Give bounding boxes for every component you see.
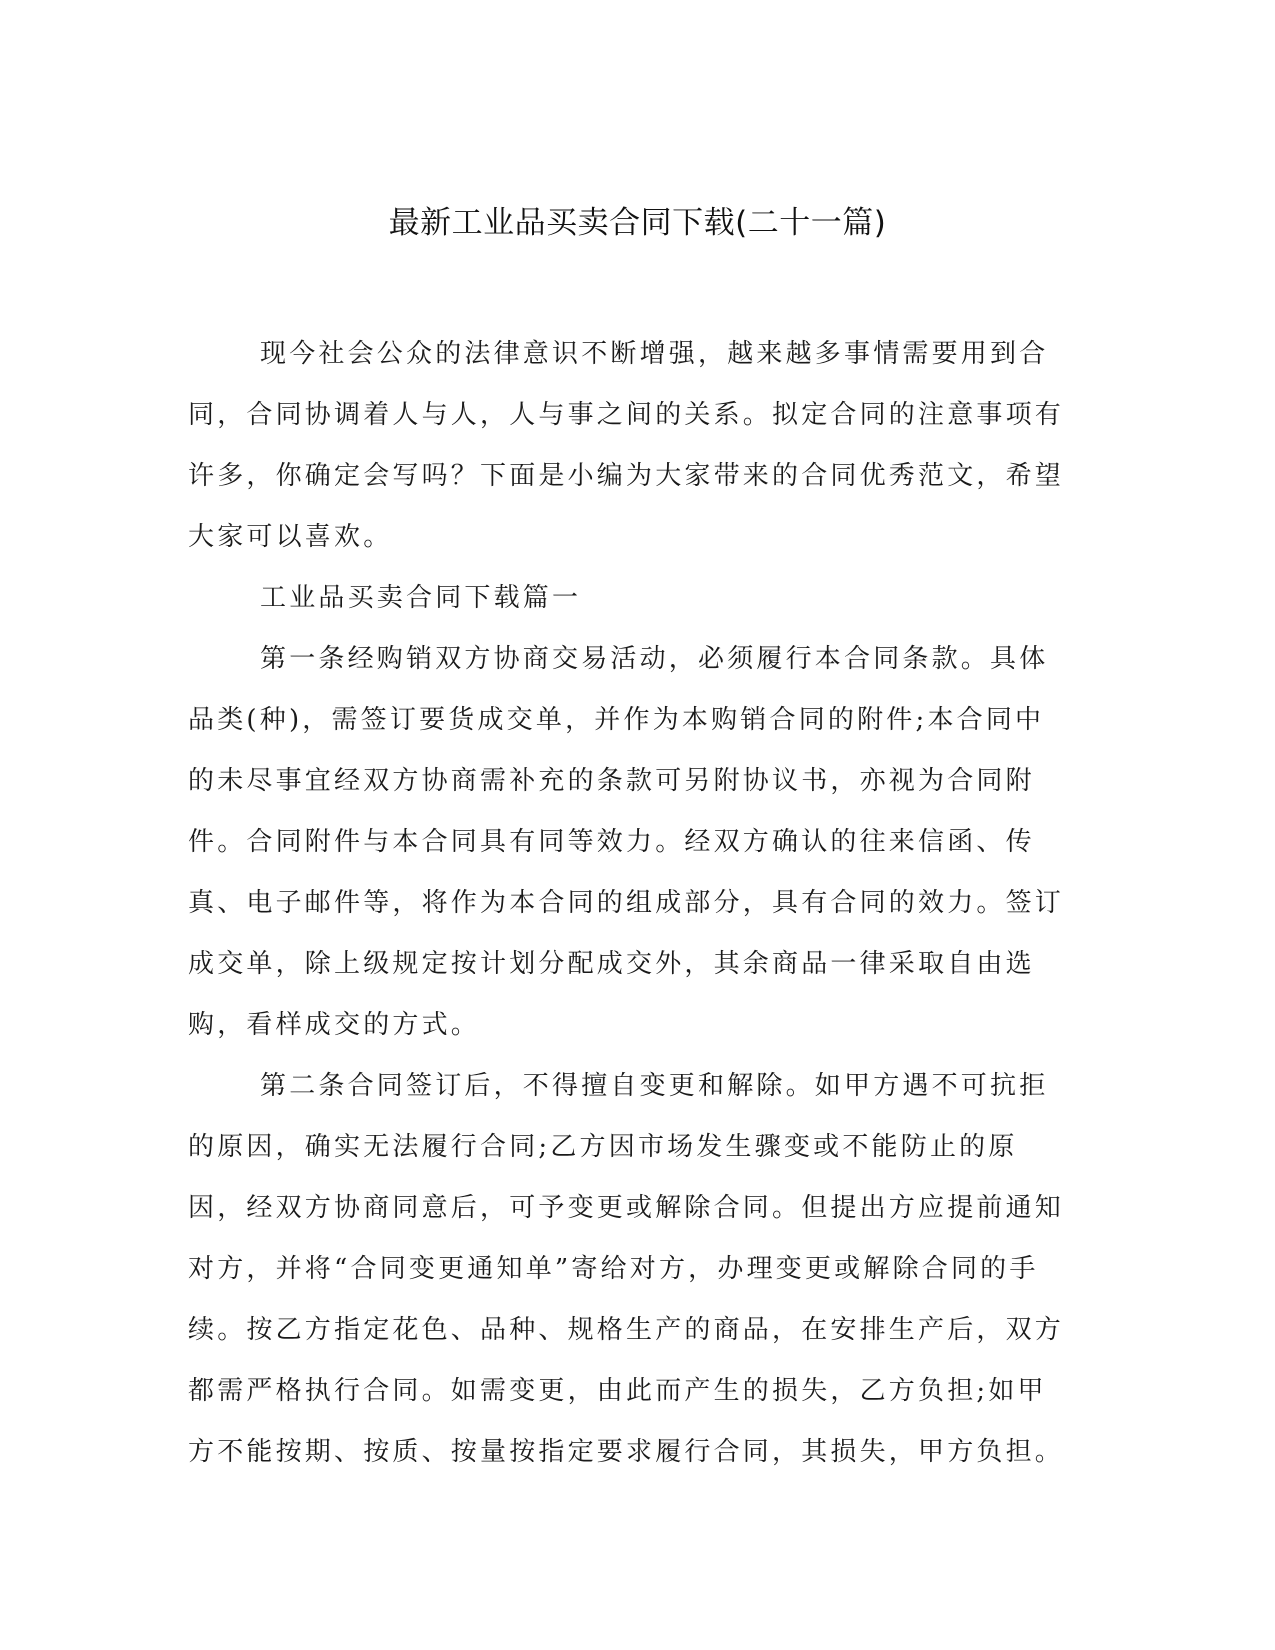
- document-body: [188, 324, 1068, 1483]
- intro-paragraph: 现今社会公众的法律意识不断增强，越来越多事情需要用到合同，合同协调着人与人，人与事之间的关系。拟定合同的注意事项有许多，你确定会写吗？下面是小编为大家带来的合同优秀范文，希望大家可以喜欢。: [188, 339, 1065, 552]
- article-1-paragraph: 第一条经购销双方协商交易活动，必须履行本合同条款。具体品类(种)，需签订要货成交单，并作为本购销合同的附件;本合同中的未尽事宜经双方协商需补充的条款可另附协议书，亦视为合同附件。合同附件与本合同具有同等效力。经双方确认的往来信函、传真、电子邮件等，将作为本合同的组成部分，具有合同的效力。签订成交单，除上级规定按计划分配成交外，其余商品一律采取自由选购，看样成交的方式。: [188, 644, 1065, 1040]
- document-title: 最新工业品买卖合同下载(二十一篇): [388, 205, 887, 241]
- section-heading: 工业品买卖合同下载篇一: [260, 583, 582, 613]
- article-2-paragraph: 第二条合同签订后，不得擅自变更和解除。如甲方遇不可抗拒的原因，确实无法履行合同;乙方因市场发生骤变或不能防止的原因，经双方协商同意后，可予变更或解除合同。但提出方应提前通知对方，并将“合同变更通知单”寄给对方，办理变更或解除合同的手续。按乙方指定花色、品种、规格生产的商品，在安排生产后，双方都需严格执行合同。如需变更，由此而产生的损失，乙方负担;如甲方不能按期、按质、按量按指定要求履行合同，其损失，甲方负担。: [188, 1071, 1065, 1467]
